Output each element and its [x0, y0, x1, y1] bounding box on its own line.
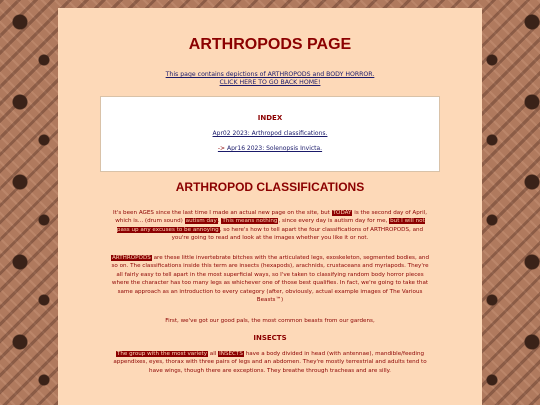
- highlight-arthropods: ARTHROPODS: [111, 255, 151, 261]
- highlight-means-nothing: This means nothing: [222, 218, 278, 225]
- index-title: INDEX: [257, 114, 283, 122]
- page-title: ARTHROPODS PAGE: [188, 36, 352, 53]
- text-run: , so here's how to tell apart the four classifications of ARTHROPODS, and you're going to read and look at the images whether you like it or not.: [171, 226, 424, 242]
- text-run: are these little invertebrate bitches with the articulated legs, exoskeleton, segmented bodies, and so on. The classifications inside this term are insects (hexapods), arachnids, crustaceans and myriapods. They're all fairly easy to tell apart in the most superficial ways, so I've taken to classifying random body horror pieces where the character has too many legs as whichever one of those best qualifies. In fact, we're going to take that same approach as an introduction to every category (after, obviously, actual example images of The Various Beasts™): [111, 255, 430, 304]
- content-warning-link[interactable]: This page contains depictions of ARTHROPODS and BODY HORROR.: [165, 71, 375, 78]
- text-run: , since every day is autism day for me,: [278, 218, 390, 225]
- index-entry-arthropod-classifications[interactable]: [101, 130, 439, 137]
- article-paragraph-2: [108, 254, 432, 304]
- article-heading: ARTHROPOD CLASSIFICATIONS: [175, 180, 365, 194]
- index-entry-label: Apr16 2023: Solenopsis Invicta.: [227, 145, 323, 152]
- intro-block: [58, 71, 482, 87]
- main-content-panel: [58, 8, 482, 405]
- text-run: is the second day of April, which is... (drum sound): [115, 210, 427, 225]
- text-run: all: [208, 351, 219, 357]
- home-link[interactable]: CLICK HERE TO GO BACK HOME!: [219, 79, 321, 86]
- text-run: It's been AGES since the last time I made an actual new page on the site, but: [112, 210, 332, 216]
- article-paragraph-4: [108, 350, 432, 375]
- index-box: [100, 96, 440, 172]
- highlight-today: TODAY: [332, 210, 352, 216]
- article-paragraph-1: [108, 209, 432, 243]
- text-run: have a body divided in head (with antennae), mandible/feeding appendixes, eyes, thorax with three pairs of legs and an abdomen. They're mostly terrestrial and adults tend to have wings, though there are exceptions. They breathe through tracheas and are silly.: [113, 351, 427, 374]
- highlight-autism-day: autism day: [185, 218, 217, 225]
- index-entry-solenopsis-invicta[interactable]: [101, 145, 439, 152]
- highlight-annoying: but I will not pass up any excuses to be annoying: [116, 218, 425, 233]
- highlight-insects: INSECTS: [219, 351, 243, 357]
- highlight-most-variety: The group with the most variety: [116, 351, 208, 357]
- index-entry-prefix: ->: [217, 145, 227, 152]
- insects-heading: INSECTS: [253, 334, 287, 342]
- index-entry-label: Apr02 2023: Arthropod classifications.: [212, 130, 328, 137]
- article-paragraph-3: First, we've got our good pals, the most common beasts from our gardens,: [165, 318, 375, 324]
- text-run: .: [217, 218, 222, 225]
